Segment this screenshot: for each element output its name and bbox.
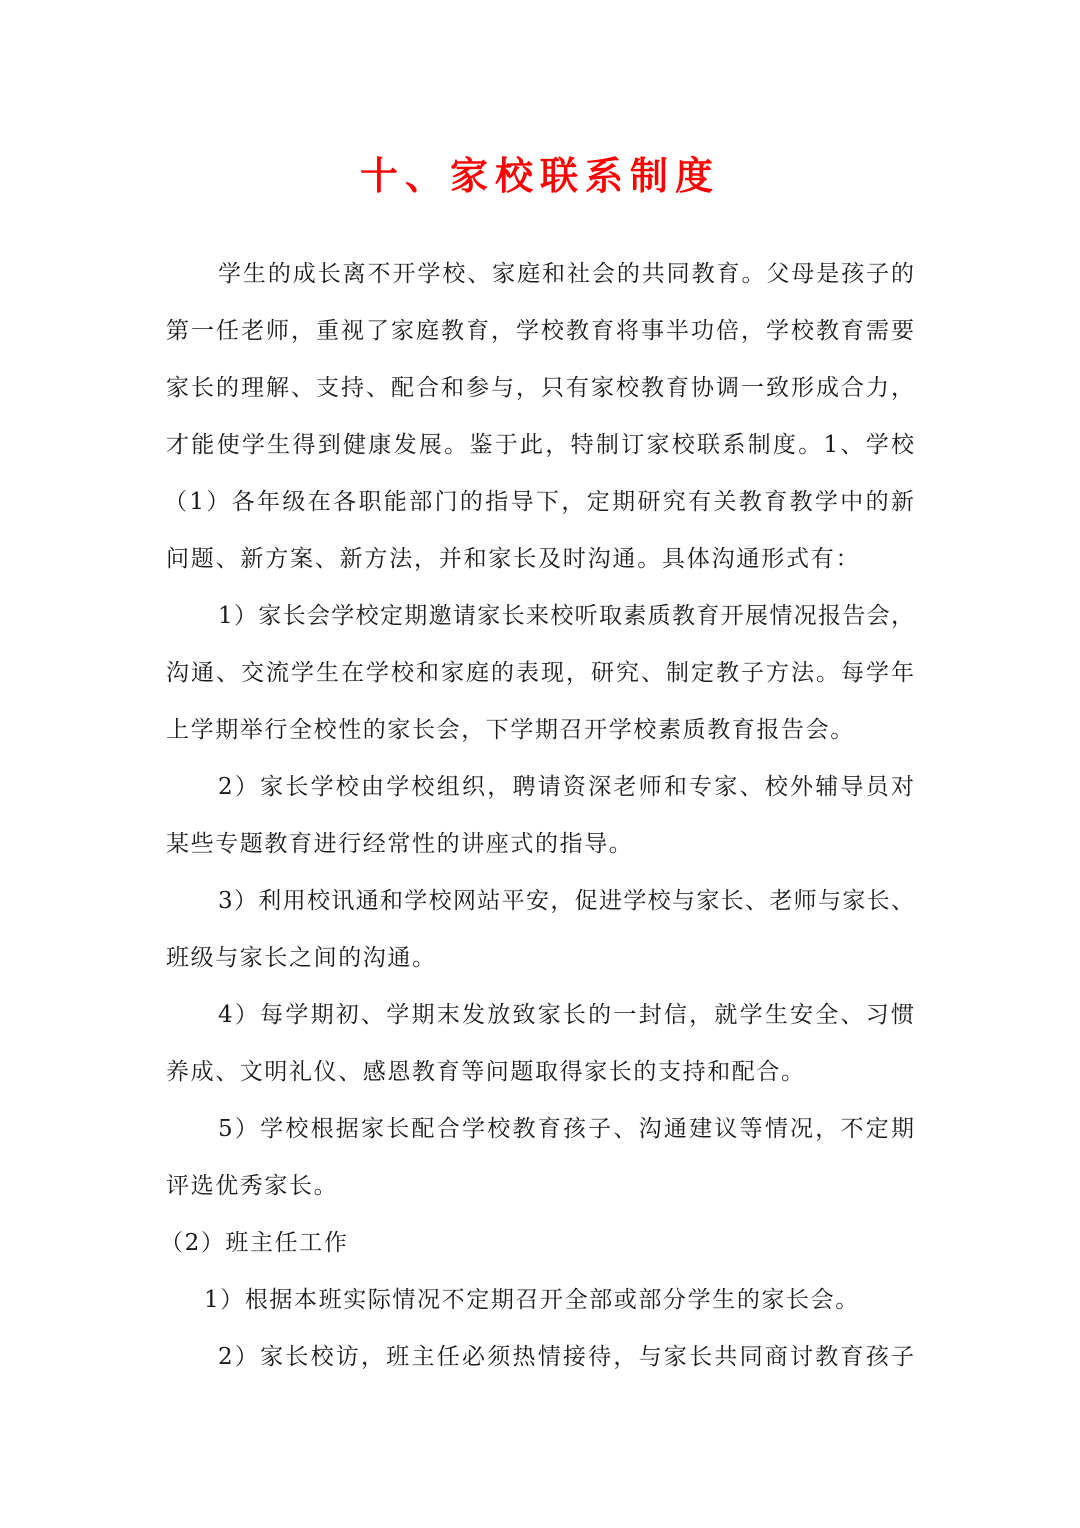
paragraph-line: 3）利用校讯通和学校网站平安，促进学校与家长、老师与家长、 xyxy=(218,888,914,914)
paragraph-line: 2）家长校访，班主任必须热情接待，与家长共同商讨教育孩子 xyxy=(218,1344,914,1370)
paragraph-line: 1）根据本班实际情况不定期召开全部或部分学生的家长会。 xyxy=(204,1287,860,1313)
paragraph-line: （1）各年级在各职能部门的指导下，定期研究有关教育教学中的新 xyxy=(164,489,914,515)
paragraph-line: 才能使学生得到健康发展。鉴于此，特制订家校联系制度。1、学校 xyxy=(166,432,914,458)
paragraph-line: 养成、文明礼仪、感恩教育等问题取得家长的支持和配合。 xyxy=(166,1059,806,1085)
paragraph-line: 沟通、交流学生在学校和家庭的表现，研究、制定教子方法。每学年 xyxy=(166,660,914,686)
paragraph-line: 上学期举行全校性的家长会，下学期召开学校素质教育报告会。 xyxy=(166,717,855,743)
paragraph-line: 1）家长会学校定期邀请家长来校听取素质教育开展情况报告会， xyxy=(218,603,914,629)
paragraph-line: 评选优秀家长。 xyxy=(166,1173,339,1199)
document-title: 十、家校联系制度 xyxy=(359,153,720,198)
paragraph-line: 某些专题教育进行经常性的讲座式的指导。 xyxy=(166,831,634,857)
paragraph-line: 第一任老师，重视了家庭教育，学校教育将事半功倍，学校教育需要 xyxy=(166,318,914,344)
paragraph-line: 4）每学期初、学期末发放致家长的一封信，就学生安全、习惯 xyxy=(218,1002,914,1028)
paragraph-line: 学生的成长离不开学校、家庭和社会的共同教育。父母是孩子的 xyxy=(218,261,914,287)
paragraph-line: 家长的理解、支持、配合和参与，只有家校教育协调一致形成合力， xyxy=(166,375,914,401)
paragraph-line: 班级与家长之间的沟通。 xyxy=(166,945,437,971)
paragraph-line: 问题、新方案、新方法，并和家长及时沟通。具体沟通形式有： xyxy=(166,546,861,572)
paragraph-line: 5）学校根据家长配合学校教育孩子、沟通建议等情况，不定期 xyxy=(218,1116,914,1142)
section-heading: （2）班主任工作 xyxy=(160,1230,349,1256)
paragraph-line: 2）家长学校由学校组织，聘请资深老师和专家、校外辅导员对 xyxy=(218,774,914,800)
